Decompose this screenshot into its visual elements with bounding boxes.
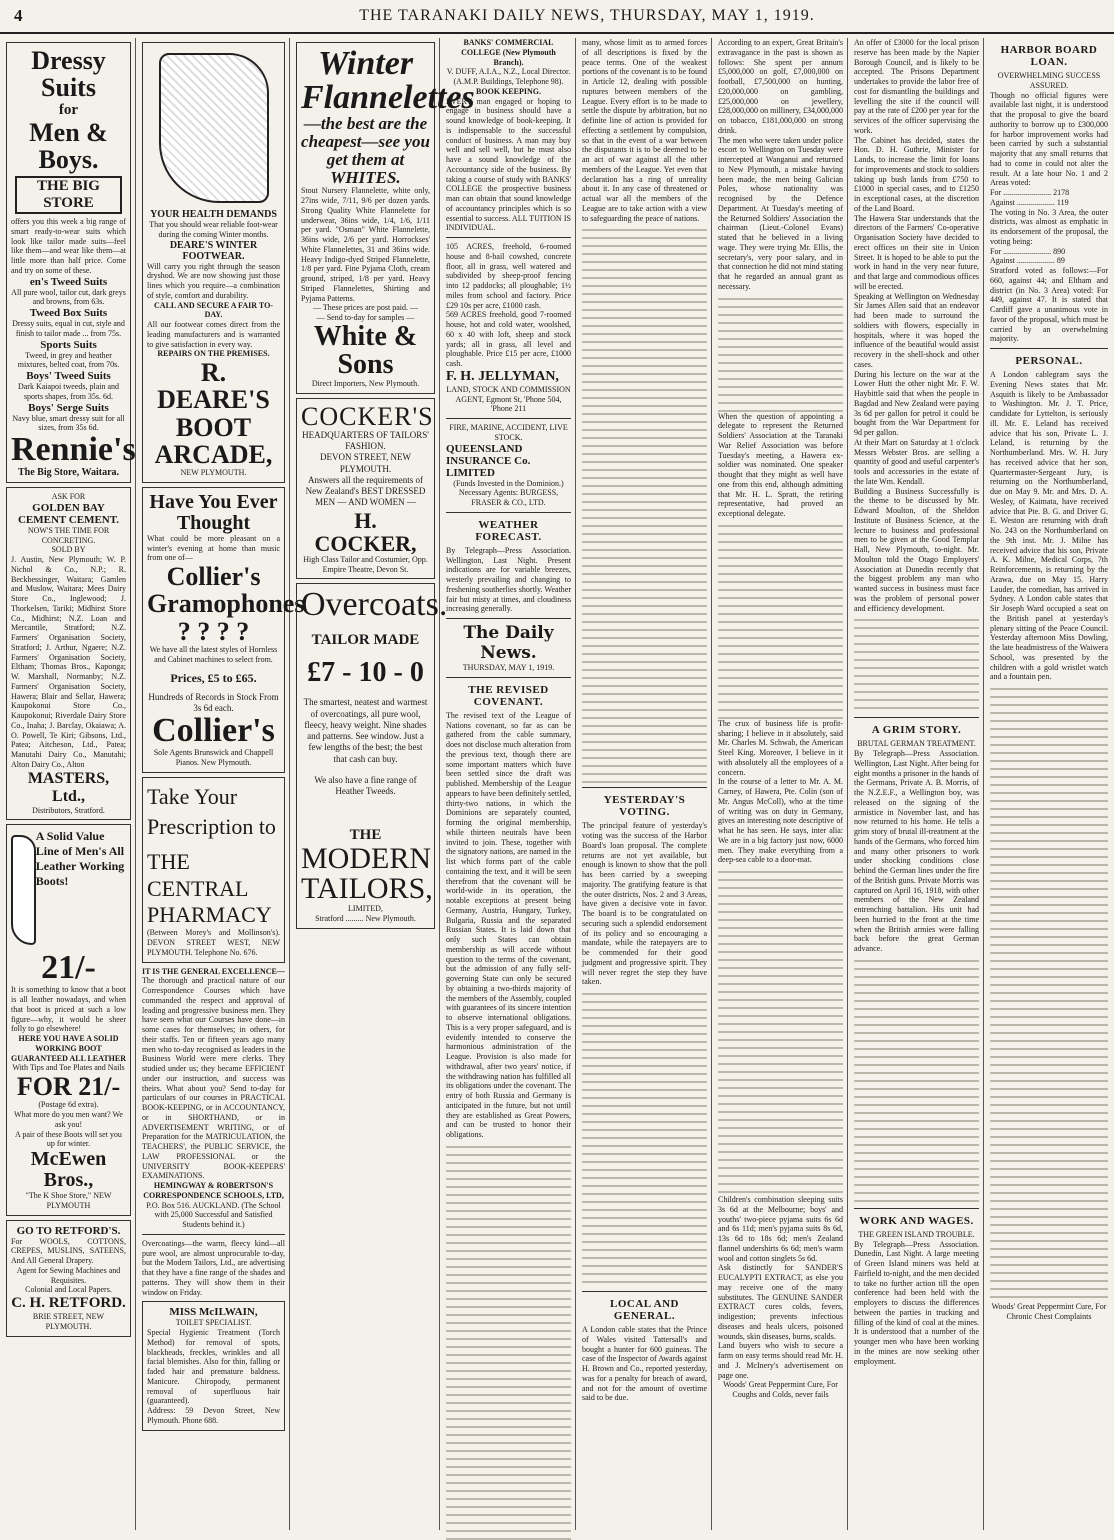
call-text: CALL AND SECURE A FAIR TO-DAY.	[154, 300, 273, 320]
what-text: What more do you men want? We ask you!	[14, 1110, 123, 1129]
prices-text: Prices, £5 to £65.	[170, 670, 257, 685]
whites-sub: Direct Importers, New Plymouth.	[311, 378, 420, 388]
take-heading: Take Your Prescription to	[147, 783, 276, 840]
letter-text: In the course of a letter to Mr. A. M. Carney, of Hawera, Pte. Colin (son of Mr. Angus McColl), who at the time of writing was on duty in Germany, gives an interesting note descriptive of what he has seen. He says, inter alia: We are in a big factory just now, 6000 men. They make everything from a deep-sea cable to a door-mat.	[718, 777, 843, 865]
overwhelming-subheading: OVERWHELMING SUCCESS ASSURED.	[997, 71, 1101, 90]
local-heading: LOCAL AND GENERAL.	[610, 1298, 679, 1322]
deare-text: Will carry you right through the season dryshod. We are now showing just those lines which you require—a combination of style, comfort and durability.	[147, 261, 280, 300]
heather-text: We also have a fine range of Heather Tweeds.	[314, 774, 417, 797]
post-paid-text: — These prices are post paid. —	[313, 303, 418, 313]
mcilwain-text: Special Hygienic Treatment (Torch Method) for removal of spots, blackheads, freckles, wrinkles and all facial blemishes. Also for thin, falling or faded hair and premature baldness. Manicure. Chiropody, permanent removal of superfluous hair (guaranteed).	[147, 1328, 280, 1406]
deare-name: R. DEARE'S	[157, 358, 270, 415]
agent-text: Agent for Sewing Machines and Requisites.	[16, 1265, 121, 1285]
whites-ad	[296, 42, 475, 394]
colliers-heading: Collier's Gramophones	[147, 562, 305, 619]
tweed-text: All pure wool, tailor cut, dark greys and browns, from 63s.	[11, 287, 126, 307]
prison-text: An offer of £3000 for the local prison reserve has been made by the Napier Borough Council, and is likely to be accepted. The Prisons Department undertakes to provide the labor free of cost for dismantling the buildings and levelling the site if the council will pay at the rate of £200 per year for the services of the officer supervising the work.	[854, 38, 979, 135]
retford-list: For WOOLS, COTTONS, CREPES, MUSLINS, SATEENS, And All General Drapery.	[11, 1236, 126, 1266]
have-text: What could be more pleasant on a winter's evening at home than music from one of—	[147, 533, 280, 563]
sellers-list: J. Austin, New Plymouth; W. P. Nichol & Co., N.P.; R. Beckbessinger, Waitara; Gamlen and Muslow, Waitara; Mees Dairy Store Co., Inglewood; J. Thorkelsen, Tariki; Midhirst Store Co., Midhirst; N.Z. Loan and Mercantile, Stratford; N.Z. Farmers' Organisation Society, Stratford; J. Arthur, Ngaere; N.Z. Farmers' Organisation Society, Eltham; Thomas Bros., Kaponga; W. Marshall, Normanby; N.Z. Farmers' Organisation Society, Hawera; Blair and Sellar, Hawera; Kaupokonui Store Co., Kaupokonui; Riverdale Dairy Store Co., Inaha; J. Barclay, Okaiawa; A. O. Powell, Te Kiri; Gibsons, Ltd., Patea; Aitcheson, Ltd., Patea; Manutahi Dairy Co., Manutahi; Alton Dairy Co., Alton	[11, 555, 126, 769]
boot-illustration	[11, 835, 36, 945]
editorial-date: THURSDAY, MAY 1, 1919.	[462, 663, 555, 672]
modern-heading: MODERN TAILORS,	[301, 842, 433, 906]
divider	[142, 1234, 285, 1235]
daily-news-logo: The Daily News.	[463, 623, 554, 663]
men-boys-heading: Men & Boys.	[29, 117, 108, 174]
deare-heading: DEARE'S WINTER FOOTWEAR.	[169, 239, 258, 262]
mcewen-text: It is something to know that a boot is all leather nowadays, and when that boot is priced at such a low figure—why, it would be sheer folly to go elsewhere!	[11, 985, 126, 1034]
text-continuation	[446, 1140, 571, 1540]
serge-text: Navy blue, smart dressy suit for all sizes, from 35s 6d.	[12, 413, 125, 433]
samples-text: — Send to-day for samples —	[316, 313, 415, 323]
retford-sub: BRIE STREET, NEW PLYMOUTH.	[32, 1312, 105, 1331]
intro-text: offers you this week a big range of smart ready-to-wear suits which look like tailor made suits—feel like them—and wear like them—at little more than half price. Come and try on some of these.	[11, 217, 126, 275]
tweed-heading: en's Tweed Suits	[29, 275, 108, 288]
retford-ad	[6, 1220, 131, 1337]
mcilwain-name: MISS McILWAIN,	[169, 1306, 258, 1319]
collier-logo: Collier's	[152, 712, 275, 750]
divider	[854, 1208, 979, 1209]
deare-ad	[142, 42, 285, 483]
text-continuation	[582, 987, 707, 1287]
queensland-sub: (Funds Invested in the Dominion.) Necessary Agents: BURGESS, FRASER & CO., LTD.	[453, 478, 564, 507]
cabinet-text: The Cabinet has decided, states the Hon. D. H. Guthrie, Minister for Lands, to increase the limit for loans for improvements and stock to soldiers taking up bush lands from £750 to £1000 in special cases, and to £1250 in exceptional cases, at the discretion of the Land Board.	[854, 135, 979, 213]
column-5	[578, 38, 712, 1530]
masters-sub: Distributors, Stratford.	[32, 805, 105, 815]
limited-label: LIMITED,	[348, 904, 383, 914]
boot-price: 21/-	[41, 949, 96, 987]
petrol-text: During his lecture on the war at the Lower Hutt the other night Mr. F. W. Haybittle said that when the people in Bagdad and New Zealand were paying 3s 6d per gallon for petrol it could be bought from the War Department for 9d per gallon.	[854, 369, 979, 437]
overcoats-heading: Overcoats.	[301, 586, 448, 624]
solid-heading: A Solid Value Line of Men's All Leather Working Boots!	[35, 829, 125, 889]
have-heading: Have You Ever Thought	[149, 490, 278, 534]
mcewen-name: McEwen Bros.,	[30, 1148, 107, 1192]
cocker-text: HEADQUARTERS OF TAILORS' FASHION.	[302, 429, 429, 452]
sports-heading: Sports Suits	[40, 338, 97, 351]
soldby-label: SOLD BY	[51, 545, 86, 555]
health-heading: YOUR HEALTH DEMANDS	[150, 209, 277, 220]
jellyman-sub: LAND, STOCK AND COMMISSION AGENT, Egmont St, 'Phone 504, 'Phone 211	[446, 384, 571, 414]
toilet-label: TOILET SPECIALIST.	[175, 1318, 252, 1328]
tweedbox-heading: Tweed Box Suits	[29, 307, 108, 320]
overcoat-text: The smartest, neatest and warmest of overcoatings, all pure wool, fleecy, heavy weight. Nine shades and patterns. See window. Just a few lengths of the best; the best that cash can buy.	[303, 697, 428, 764]
text-continuation	[582, 223, 707, 783]
acres-text: 105 ACRES, freehold, 6-roomed house and 8-bail cowshed, concrete floor, all in grass, well watered and subdivided by sheep-proof fencing into 12 paddocks; all ploughable; 1½ miles from school and factory. Price £29 10s per acre, £1000 cash.	[446, 242, 571, 310]
woods-footer: Woods' Great Peppermint Cure, For Chronic Chest Complaints	[991, 1302, 1107, 1321]
devon-text: DEVON STREET, NEW PLYMOUTH.	[319, 452, 412, 474]
personal-heading: PERSONAL.	[1015, 355, 1083, 367]
bookkeeping-heading: BOOK KEEPING.	[476, 86, 541, 96]
column-8	[986, 38, 1112, 1530]
overcoat-price: £7 - 10 - 0	[307, 657, 424, 689]
column-3	[292, 38, 475, 1530]
page-number: 4	[14, 6, 24, 25]
woods-footer: Woods' Great Peppermint Cure, For Coughs and Colds, never fails	[723, 1380, 838, 1399]
work-heading: WORK AND WAGES.	[859, 1214, 974, 1227]
covenant-text: The revised text of the League of Nations covenant, so far as can be gathered from the cable summary, does not disclose much alteration from the previous text, though there are some important matters which have been settled since the draft was published. Membership of the League appears to have been definitely settled, thirty-two nations, in which the Dominions are separately counted, forming the original membership, while thirteen neutrals have been invited to join. These, together with the signatory nations, are named in the list which forms part of the cable containing the text, and it will be seen therefrom that the covenant will be world-wide in its operation, the notable exceptions at present being Germany, Austria, Hungary, Turkey, Bulgaria, Russia and the separated Russian States. It is laid down that only such States can obtain membership as will accede without question to the terms of the covenant, but the admission of any fully self-governing State can only be secured by obtaining a two-thirds majority of the members of the Assembly, coupled with guarantees of its sincere intention to observe international obligations. This is a very proper safeguard, and is evidently intended to conserve the harmonious administration of the League. Provision is also made for withdrawal, after two years' notice, if the withdrawing nation has fulfilled all its obligations under the covenant. The entry of both Russia and Germany is anticipated in the future, but not until they are established as Great Powers, and can be trusted to honor their obligations.	[446, 710, 571, 1139]
colonial-text: Colonial and Local Papers.	[25, 1285, 112, 1295]
work-text: By Telegraph—Press Association. Dunedin, Last Night. A large meeting of Green Island miners was held at Fairfield to-night, and the men decided to take no further action till the open conference had been held with the employers to discuss the differences between the parties in trucking and filling of the kind of coal at the mines. It is understood that a number of the younger men who have been working in the mines are now seeking other employment.	[854, 1239, 979, 1366]
rennie-sub: The Big Store, Waitara.	[17, 467, 120, 479]
tailor-label: TAILOR MADE	[311, 632, 420, 649]
goto-heading: GO TO RETFORD'S.	[16, 1224, 121, 1237]
masthead	[0, 0, 1114, 34]
column-6	[714, 38, 848, 1530]
boot-arcade: BOOT ARCADE,	[154, 412, 273, 469]
text-continuation	[718, 519, 843, 719]
weather-text: By Telegraph—Press Association. Wellington, Last Night. Present indications are for variable breezes, westerly prevailing and changing to freshening southerlies shortly. Weather fair but misty at times, and cloudiness increasing generally.	[446, 545, 571, 614]
weather-heading: WEATHER FORECAST.	[475, 518, 542, 543]
column-7	[850, 38, 984, 1530]
text-continuation	[854, 613, 979, 713]
colliers-ad	[142, 487, 305, 773]
column-1	[2, 38, 136, 1530]
jellyman-name: F. H. JELLYMAN,	[446, 368, 559, 384]
repairs-text: REPAIRS ON THE PREMISES.	[157, 349, 270, 359]
central-heading: THE CENTRAL PHARMACY	[147, 849, 272, 927]
sander-text: Ask distinctly for SANDER'S EUCALYPTI EXTRACT, as else you may receive one of the many substitutes. The GENUINE SANDER EXTRACT cures colds, fevers, indigestion; prevents infectious diseases and heals ulcers, poisoned wounds, skin diseases, burns, scalds.	[718, 1263, 843, 1341]
health-text: That you should wear reliable foot-wear during the coming Winter months.	[149, 220, 278, 239]
tweedbox-text: Dressy suits, equal in cut, style and finish to tailor made ... from 75s.	[12, 319, 125, 338]
big-store-ad	[6, 42, 136, 483]
mart-text: At their Mart on Saturday at 1 o'clock Messrs Webster Bros. are selling a quantity of good and useful carpenter's tools and accessories in the estate of the late Wm. Kendall.	[854, 437, 979, 486]
tips-text: With Tips and Toe Plates and Nails	[12, 1063, 125, 1073]
guarantee-text: HERE YOU HAVE A SOLID WORKING BOOT GUARANTEED ALL LEATHER	[11, 1034, 126, 1063]
duff-text: V. DUFF, A.I.A., N.Z., Local Director. (A.M.P. Buildings, Telephone 98).	[446, 67, 571, 86]
masters-name: MASTERS, Ltd.,	[27, 769, 110, 805]
deare-location: NEW PLYMOUTH.	[180, 468, 247, 478]
cocker-text-2: Answers all the requirements of New Zealand's BEST DRESSED MEN — AND WOMEN —	[305, 474, 426, 508]
green-subheading: THE GREEN ISLAND TROUBLE.	[858, 1229, 975, 1239]
divider	[446, 418, 571, 419]
cocker-ad	[296, 398, 435, 580]
voting-heading: YESTERDAY'S VOTING.	[603, 794, 686, 819]
text-continuation	[718, 865, 843, 1195]
covenant-continued: many, whose limit as to armed forces of all descriptions is fixed by the peace terms. One of the weakest portions of the covenant is to be found in Article 12, dealing with possible ruptures between members of the League. Every effort is to be made to settle the dispute by arbitration, but no definite line of action is provided for effecting a settlement by compulsion, so that in the event of a war between the disputants it is to be deemed to be an act of war against all the other members of the League. Yet even that declaration has a ring of unreality about it. In any case of threatened or actual war all the members of the League are to take action with a view to safeguarding the peace of nations.	[582, 38, 707, 223]
postage-text: (Postage 6d extra).	[38, 1100, 99, 1110]
rennie-logo: Rennie's	[11, 431, 136, 469]
grim-heading: A GRIM STORY.	[871, 724, 962, 737]
harbor-text-3: Stratford voted as follows:—For 660, against 44; and Eltham and district (in No. 3 Area) voted: For 449, against 47. It is stated that Cardiff gave a unanimous vote in favor of the proposal, which must be carried by an overwhelming majority.	[990, 266, 1108, 344]
dressy-heading: Dressy Suits	[31, 46, 106, 103]
divider	[582, 1291, 707, 1292]
correspondence-ad	[142, 967, 285, 1298]
for-votes-2: For ........................ 890	[990, 246, 1066, 256]
colliers-text: We have all the latest styles of Hornless and Cabinet machines to select from.	[149, 645, 278, 664]
boys-text: Dark Kaiapoi tweeds, plain and sports shapes, from 35s. 6d.	[17, 382, 120, 401]
divider	[446, 677, 571, 678]
for-21-label: FOR 21/-	[16, 1072, 121, 1102]
business-text: Building a Business Successfully is the theme to be discussed by Mr. Edward Moulton, of the Sheldon Institute of Business Science, at the lecture to business and professional men to be given at the Good Templar Hall, New Plymouth, to-night. Mr. Moulton told the Otago Employers' Association at Dunedin recently that the biggest problem any man who wanted success in business must face was the problem of personal power and efficiency development.	[854, 486, 979, 613]
fire-text: FIRE, MARINE, ACCIDENT, LIVE STOCK.	[449, 423, 568, 442]
deare-text-2: All our footwear comes direct from the leading manufacturers and is warranted to give satisfaction in every way.	[147, 320, 280, 349]
cocker-heading: COCKER'S	[301, 401, 434, 431]
extravagance-text: According to an expert, Great Britain's extravagance in the past is shown as follows: She spent per annum £5,000,000 on golf, £7,000,000 on football, £7,500,000 on hunting, £20,000,000 on gambling, £25,000,000 on jewellery, £28,000,000 on millinery, £34,000,000 on tobacco, £181,000,000 on strong drink.	[718, 38, 843, 135]
harbor-text: Though no official figures were available last night, it is understood that the proposal to give the board authority to borrow up to £300,000 for harbor improvement works had been carried by such a substantial majority that any small returns that had to come in could not alter the result. At a late hour No. 1 and 2 Areas voted:	[990, 90, 1108, 188]
mcewen-sub: "The K Shoe Store," NEW PLYMOUTH	[25, 1191, 112, 1210]
text-continuation	[990, 682, 1108, 1302]
escort-text: The men who were taken under police escort to Wellington on Tuesday were intercepted at Wanganui and returned to New Plymouth, a mistake having been made, the men being Galician Poles, whose nationality was recognised by the Defence Department. At Tuesday's meeting of the Returned Soldiers' Association the chairman (Lieut.-Colonel Evans) stated that he believed in a living wage. They were trying Mr. Ellis, the secretary's, very poor salary, and in that connection he did not mind stating that he regarded an annual grant as necessary.	[718, 135, 843, 291]
golden-bay-ad	[6, 487, 131, 820]
serge-heading: Boys' Serge Suits	[28, 401, 109, 414]
golden-text: NOW'S THE TIME FOR CONCRETING.	[27, 525, 110, 545]
text-continuation	[854, 954, 979, 1204]
overcoating-text: Overcoatings—the warm, fleecy kind—all pure wool, are almost unprocurable to-day, but the Modern Tailors, Ltd., are advertising that they have a fine range of the shades and patterns. They will show them in their window on Friday.	[142, 1238, 285, 1297]
divider	[446, 618, 571, 619]
excellence-text: The thorough and practical nature of our Correspondence Courses which have commanded the respect and approval of leading and progressive business men. They have seen what our Courses have done—in some cases for themselves; in others, for their staffs. Ten or fifteen years ago many men who to-day recognised as leaders in the Business World were mere clerks. They studied under us; they became EFFICIENT under our instruction, and success was theirs. What about you? Send to-day for particulars of our courses in PRACTICAL BOOK-KEEPING, or in ACCOUNTANCY, or in SHORTHAND, or in ADVERTISEMENT WRITING, or of Preparation for the MATRICULATION, the TEACHERS', the PUBLIC SERVICE, the LAW PROFESSIONAL or the UNIVERSITY BOOK-KEEPERS' EXAMINATIONS.	[142, 976, 285, 1181]
profit-text: The crux of business life is profit-sharing; I believe in it absolutely, said Mr. Charles M. Schwab, the American Steel King. Moreover, I believe in it with absolutely all the employees of a concern.	[718, 718, 843, 777]
best-text: —the best are the cheapest—see you get them at WHITES.	[301, 114, 430, 187]
against-votes-2: Against ................... 89	[990, 256, 1065, 266]
hemingway-sub: P.O. Box 516. AUCKLAND. (The School with 25,000 Successful and Satisfied Students behind it.)	[146, 1200, 281, 1230]
personal-text: A London cablegram says the Evening News states that Mr. Asquith is likely to be Ambassador to Washington. Mr. J. T. Price, candidate for Lyttelton, is seriously ill. Mr. E. Leland has received advice that his son, Private L. J. Leland, is returning by the Northumberland. Mrs. W. H. Jury has received advice that her son, Quartermaster-Sergeant Jury, is returning on the Northumberland, due on May 9. Mr. and Mrs. D. A. Wesley, of Kaimata, have received advice that Pte. B. G. and Driver G. E. Weston are returning with draft No. 243 on the Northumberland on the 9th inst. Mr. J. Milne has received advice that his son, Private A. K. Milne, Medical Corps, 7th Reinforcements, is returning by the Arawa, due on May 15. Harry Lauder, the comedian, has arrived in Sydney. A London cable states that Sir Joseph Ward occupied a seat on the British panel at yesterday's plenary sitting of the Peace Council. Yesterday afternoon Miss Dowling, the late headmistress of the Waiwera School, was presented by the children with a gold wristlet watch and a fountain pen.	[990, 370, 1108, 682]
allen-text: Speaking at Wellington on Wednesday Sir James Allen said that an endeavor had been made to surround the soldiers with flowers, especially in hospitals, where it was hoped the influence of the beautiful would assist recovery in the shell-shock and other cases.	[854, 291, 979, 369]
boys-heading: Boys' Tweed Suits	[26, 370, 111, 383]
brutal-subheading: BRUTAL GERMAN TREATMENT.	[857, 739, 976, 749]
mcilwain-address: Address: 59 Devon Street, New Plymouth. Phone 688.	[147, 1406, 280, 1425]
land-text: Land buyers who wish to secure a farm on easy terms should read Mr. H. and J. McInery's advertisement on page one.	[718, 1341, 843, 1380]
hcocker-name: H. COCKER,	[314, 507, 417, 556]
banks-heading: BANKS' COMMERCIAL COLLEGE (New Plymouth Branch).	[461, 38, 556, 67]
retford-name: C. H. RETFORD.	[11, 1295, 126, 1312]
divider	[446, 237, 571, 238]
divider	[582, 787, 707, 788]
delegate-text: When the question of appointing a delegate to represent the Returned Soldiers' Association at the Taranaki War Relief Association was before Tuesday's meeting, a Hawera ex-soldier was nominated. One speaker thought that they might as well have one from this end, although admitting that Mr. H. L. Spratt, the retiring representative, had proved an exceptional delegate.	[718, 411, 843, 518]
column-2	[138, 38, 305, 1530]
hcocker-sub: High Class Tailor and Costumier, Opp. Empire Theatre, Devon St.	[303, 554, 428, 574]
question-marks: ? ? ? ?	[177, 616, 250, 646]
for-label: for	[58, 101, 79, 118]
harbor-text-2: The voting in No. 3 Area, the outer districts, was almost as emphatic in its endorsement of the proposal, the voting being:	[990, 207, 1108, 246]
whites-logo: White & Sons	[313, 320, 418, 380]
records-text: Hundreds of Records in Stock From 3s 6d each.	[148, 691, 279, 713]
column-4	[442, 38, 576, 1530]
boot-illustration	[159, 53, 269, 203]
modern-tailors-ad	[296, 583, 448, 929]
masthead-title: THE TARANAKI DAILY NEWS, THURSDAY, MAY 1, 1919.	[359, 7, 815, 24]
the-label: THE	[349, 827, 382, 844]
winter-heading: Winter Flannelettes	[301, 45, 475, 116]
flannel-items: Stout Nursery Flannelette, white only, 27ins wide, 7/11, 9/6 per dozen yards. Strong Quality White Flannelette for underwear, 36ins wide, 1/4, 1/6, 1/11 per yard. "Osman" White Flannelette, 36ins wide, 2/6 per yard. Horrockses' White Flannelettes, 31 and 36ins wide. Heavy Indigo-dyed Striped Flannelette, 1/8 per yard. Fine Pyjama Cloth, cream ground, striped, 1/8 per yard. Heavy Striped Flannelettes, Shirting and Pyjama Patterns.	[301, 186, 430, 303]
divider	[990, 348, 1108, 349]
voting-text: The principal feature of yesterday's voting was the success of the Harbor Board's loan proposal. The complete returns are not yet available, but enough is known to show that the poll has been carried by a sweeping majority. The gratifying feature is that the outer districts, Nos. 2 and 3 Areas, have given a decisive vote in favor. The board is to be congratulated on securing such a splendid endorsement of its policy and so encouraging a mandate, while the ratepayers are to be commended for their good judgment and progressive spirit. They will never regret the step they have taken.	[582, 821, 707, 987]
acres-text-2: 569 ACRES freehold, good 7-roomed house, hot and cold water, woolshed, 60 x 40 with loft, sheep and stock yards; all in grass, all level and ploughable. Price £15 per acre, £1000 cash.	[446, 310, 571, 368]
text-continuation	[718, 292, 843, 412]
mcilwain-ad	[142, 1301, 285, 1430]
covenant-heading: THE REVISED COVENANT.	[468, 683, 549, 708]
excellence-heading: IT IS THE GENERAL EXCELLENCE—	[142, 966, 285, 976]
collier-sub: Sole Agents Brunswick and Chappell Pianos. New Plymouth.	[153, 748, 274, 767]
pyjama-text: Children's combination sleeping suits 3s 6d at the Melbourne; boys' and youths' two-piece pyjama suits 6s 6d and 6s 11d; men's pyjama suits 8s 6d, 13s 6d to 18s 6d; men's Zealand flannel undershirts 6s 6d; men's warm wool and cotton singlets 5s 6d.	[718, 1195, 843, 1263]
central-text: (Between Morey's and Mollinson's). DEVON STREET WEST, NEW PLYMOUTH. Telephone No. 676.	[147, 928, 280, 957]
for-votes-1: For ........................ 2178	[990, 188, 1070, 197]
against-votes-1: Against ................... 119	[990, 197, 1069, 207]
golden-heading: GOLDEN BAY CEMENT CEMENT.	[17, 501, 120, 526]
hawera-text: The Hawera Star understands that the directors of the Farmers' Co-operative Organisation Society have decided to erect offices on their site in Union Street. It is hoped to be able to put the work in hand in the very near future, and that large and commodious offices will be erected.	[854, 213, 979, 291]
queensland-name: QUEENSLAND INSURANCE Co. LIMITED	[446, 442, 531, 479]
mcewen-ad	[6, 824, 131, 1215]
pharmacy-ad	[142, 777, 285, 963]
harbor-heading: HARBOR BOARD LOAN.	[1000, 44, 1098, 68]
big-store-logo: THE BIG STORE	[15, 176, 122, 214]
divider	[854, 717, 979, 718]
stratford-text: Stratford ......... New Plymouth.	[315, 914, 416, 924]
hemingway-heading: HEMINGWAY & ROBERTSON'S CORRESPONDENCE SCHOOLS, LTD,	[143, 1181, 284, 1200]
askfor-label: ASK FOR	[51, 492, 86, 502]
grim-text: By Telegraph—Press Association. Wellington, Last Night. After being for eight months a prisoner in the hands of the Germans, Private A. B. Morris, of the N.Z.E.F., a Wellington boy, was released on the signing of the armistice in November last, and has now returned to his home. He tells a grim story of brutal ill-treatment at the hands of the Germans, who forced him and many other prisoners to work under shocking conditions close behind the German lines under the fire of the British guns. Private Morris was captured on April 16, 1918, with other members of the New Zealand entrenching battalion. His unit had been hurried to the front at the time when the British armies were falling back before the great German advance.	[854, 749, 979, 953]
local-text: A London cable states that the Prince of Wales visited Tattersall's and bought a hunter for 600 guineas. The case of the Inspector of Awards against H. Brown and Co., reported yesterday, was for a penalty for breach of award, and not for the amount of overtime said to be due.	[582, 1325, 707, 1403]
pair-text: A pair of these Boots will set you up for winter.	[15, 1129, 122, 1149]
sports-text: Tweed, in grey and heather mixtures, belted coat, from 70s.	[17, 350, 120, 370]
divider	[446, 512, 571, 513]
banks-text: EVERY man engaged or hoping to engage in business should have a sound knowledge of book-keeping. It is indispensable to the successful conduct of business. A man may buy well and sell well, but he must also have a sound knowledge of the Accountancy side of the business. By taking a course of study with BANKS' COLLEGE the prospective business man can obtain that sound knowledge of accountancy principles which is so essential to success. ALL TUITION IS INDIVIDUAL.	[446, 96, 571, 233]
